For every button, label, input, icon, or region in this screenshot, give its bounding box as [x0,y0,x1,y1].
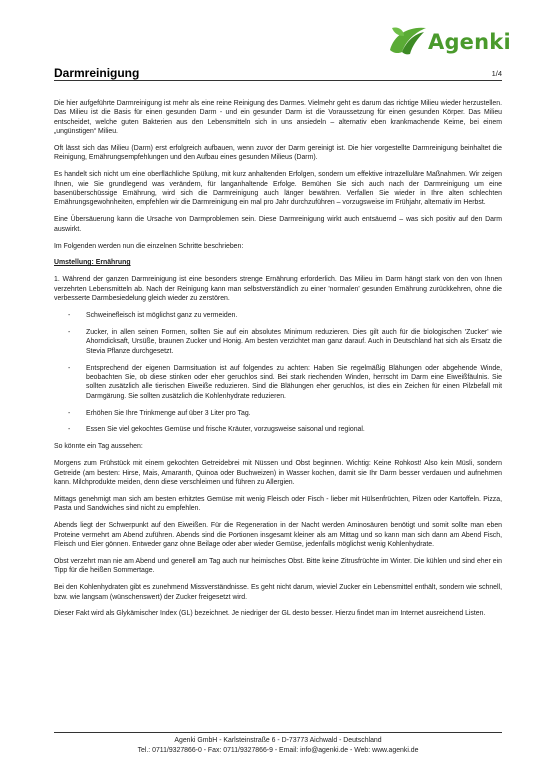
footer-address: Agenki GmbH - Karlsteinstraße 6 - D-73773 Aichwald - Deutschland [174,737,382,744]
day-paragraph: Obst verzehrt man nie am Abend und generell am Tag auch nur heimisches Obst. Bitte keine Zitrusfrüchte im Winter. Die kühlen und sind eher ein Tipp für die heißen Sommertage. [54,557,502,575]
dash-bullet: - [68,312,71,319]
intro-paragraph: Die hier aufgeführte Darmreinigung ist mehr als eine reine Reinigung des Darmes. Vielmehr geht es darum das richtige Milieu wieder herzustellen. Das Milieu ist die Basis für einen gesunden Darm - und ein gesunder Darm ist die Voraussetzung für einen gesunden Körper. Das Milieu entscheidet, welche guten Bakterien aus den Lebensmitteln sich in uns ansiedeln – alternativ eben krankmachende Keime, bei einem „ungünstigen“ Milieu. [54,100,502,136]
list-item: - Erhöhen Sie Ihre Trinkmenge auf über 3 Liter pro Tag. [68,409,251,417]
leaf-icon [388,20,432,64]
logo-text: Agenki [428,30,511,54]
intro-paragraph: Es handelt sich nicht um eine oberflächliche Spülung, mit kurz anhaltenden Erfolgen, sondern um effektive intrazelluläre Maßnahmen. Wir zeigen Ihnen, wie Sie grundlegend was verändern, für langanhaltende Erfolge. Bemühen Sie sich auch nach der Darmreinigung um eine basenüberschüssige Ernährung, wird sich die Darmreinigung auch länger bewähren. Verfallen Sie wieder in Ihre alten schlechten Ernährungsgewohnheiten, empfehlen wir die Darmreinigung ein mal pro Jahr durchzuführen – vorzugsweise im Frühjahr, alternativ im Herbst. [54,171,502,207]
nutrition-list [54,311,502,435]
day-intro: So könnte ein Tag aussehen: [54,443,143,451]
intro-paragraph: Im Folgenden werden nun die einzelnen Schritte beschrieben: [54,242,244,250]
day-paragraph: Morgens zum Frühstück mit einem gekochten Getreidebrei mit Nüssen und Obst beginnen. Wichtig: Keine Rohkost! Also kein Müsli, sondern Getreide (am besten: Hirse, Mais, Amaranth, Quinoa oder Buchweizen) in Wasser kochen, damit sie Ihr Darm besser verdauen und aufnehmen kann. Milchprodukte meiden, denn diese verschleimen und führen zu Allergien. [54,460,502,487]
intro-paragraph: Oft lässt sich das Milieu (Darm) erst erfolgreich aufbauen, wenn zuvor der Darm gereinigt ist. Die hier vorgestellte Darmreinigung beinhaltet die Reinigung, Ernährungsempfehlungen und den Aufbau eines gesunden Milieus (Darm). [54,144,502,162]
day-paragraph: Mittags genehmigt man sich am besten erhitztes Gemüse mit wenig Fleisch oder Fisch - lieber mit Hülsenfrüchten, Pilzen oder Kartoffeln. Pizza, Pasta und Sandwiches sind nicht zu empfehlen. [54,495,502,513]
day-paragraph: Bei den Kohlenhydraten gibt es zunehmend Missverständnisse. Es geht nicht darum, wieviel Zucker ein Lebensmittel enthält, sondern wie schnell, bzw. wie langsam (wünschenswert) der Zucker freigesetzt wird. [54,584,502,601]
dash-bullet: - [68,409,71,417]
footer-divider [54,732,502,733]
dash-bullet: - [68,426,71,434]
list-item: - Schweinefleisch ist möglichst ganz zu vermeiden. [68,312,238,319]
day-paragraph: Abends liegt der Schwerpunkt auf den Eiweißen. Für die Regeneration in der Nacht werden Aminosäuren benötigt und somit sollte man eben Proteine vermehrt am Abend zuführen. Abends sind die Portionen insgesamt kleiner als am Mittag und so kann man sich dann am Abend Fisch, Fleisch und Eier gönnen. Entweder ganz ohne Beilage oder aber wieder Gemüse, jedenfalls möglichst wenig Kohlenhydrate. [54,522,502,548]
section-lead: 1. Während der ganzen Darmreinigung ist eine besonders strenge Ernährung erforderlich. Das Milieu im Darm hängt stark von den von Ihnen verzehrten Lebensmitteln ab. Nach der Reinigung kann man selbstverständlich zu einer 'normalen' gesunden Ernährung zurückkehren, ohne die verbesserte Darmbesiedelung gleich wieder zu zerstören. [54,276,502,303]
section-heading: Umstellung: Ernährung [54,259,131,267]
day-paragraph: Dieser Fakt wird als Glykämischer Index (GL) bezeichnet. Je niedriger der GL desto besser. Hierzu findet man im Internet ausreichend Listen. [54,610,486,618]
page-footer [54,736,502,755]
page-number: 1/4 [491,69,502,78]
list-item: - Zucker, in allen seinen Formen, sollten Sie auf ein absolutes Minimum reduzieren. Dies gilt auch für die biologischen 'Zucker' wie Ahorndicksaft, Ursüße, braunen Zucker und Honig. Am besten verzichtet man ganz darauf. Auch in Deutschland hat sich als Ersatz die Stevia Pflanze durchgesetzt. [68,328,502,355]
page-title: Darmreinigung [54,66,140,80]
dash-bullet: - [68,364,71,372]
agenki-logo [388,20,528,64]
footer-contact: Tel.: 0711/9327866-0 - Fax: 0711/9327866-9 - Email: info@agenki.de - Web: www.agenki.de [137,746,419,754]
header-divider [54,80,502,81]
list-item: - Essen Sie viel gekochtes Gemüse und frische Kräuter, vorzugsweise saisonal und regional. [68,426,365,434]
list-item: - Entsprechend der eigenen Darmsituation ist auf folgendes zu achten: Haben Sie regelmäßig Blähungen oder abgehende Winde, beobachten Sie, ob diese stinken oder eher geruchlos sind. Bei stark riechenden Winden, herrscht im Darm eine Eiweißfäulnis. Sie sollten zusätzlich alle tierischen Eiweiße reduzieren. Sind die Blähungen eher geruchlos, ist dies ein Zeichen für einen Pilzbefall mit Darmgärung. Sie sollten zusätzlich die Kohlenhydrate reduzieren. [68,364,502,400]
dash-bullet: - [68,328,71,336]
document-body [54,99,502,626]
intro-paragraph: Eine Übersäuerung kann die Ursache von Darmproblemen sein. Diese Darmreinigung wirkt auch entsäuernd – was sich positiv auf den Darm auswirkt. [54,216,502,233]
